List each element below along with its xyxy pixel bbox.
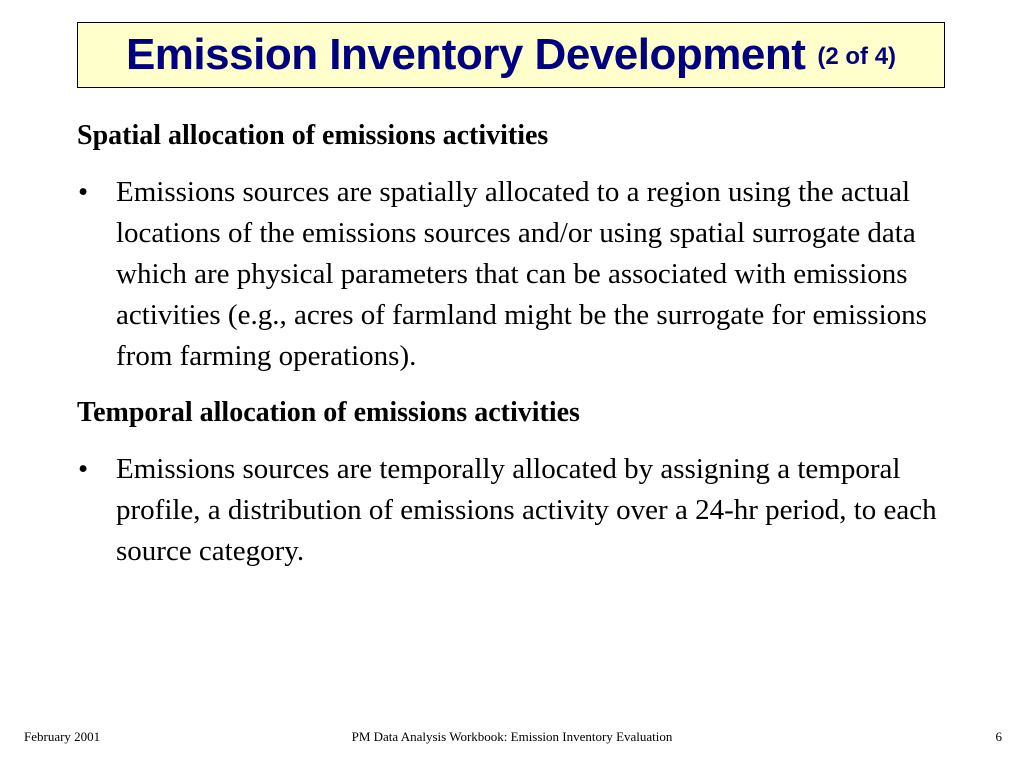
slide-title-part-indicator: (2 of 4) xyxy=(817,43,897,70)
bullet-item-temporal xyxy=(77,449,957,572)
title-box xyxy=(77,22,945,88)
bullet-item-spatial xyxy=(77,172,957,377)
footer-page-number: 6 xyxy=(995,729,1002,744)
bullet-icon: • xyxy=(78,453,89,485)
slide-content xyxy=(77,118,957,590)
bullet-text-temporal: Emissions sources are temporally allocated by assigning a temporal profile, a distribution of emissions activity over a 24-hr period, to each source category. xyxy=(116,453,937,567)
bullet-text-spatial: Emissions sources are spatially allocated to a region using the actual locations of the emissions sources and/or using spatial surrogate data which are physical parameters that can be associated with emissions activities (e.g., acres of farmland might be the surrogate for emissions from farming operations). xyxy=(116,176,927,372)
footer-date: February 2001 xyxy=(24,729,101,744)
footer-workbook-title: PM Data Analysis Workbook: Emission Inventory Evaluation xyxy=(351,729,673,744)
slide-title: Emission Inventory Development xyxy=(125,30,806,79)
section-heading-temporal: Temporal allocation of emissions activities xyxy=(77,397,580,428)
section-heading-spatial: Spatial allocation of emissions activities xyxy=(77,120,549,151)
bullet-icon: • xyxy=(78,176,89,208)
